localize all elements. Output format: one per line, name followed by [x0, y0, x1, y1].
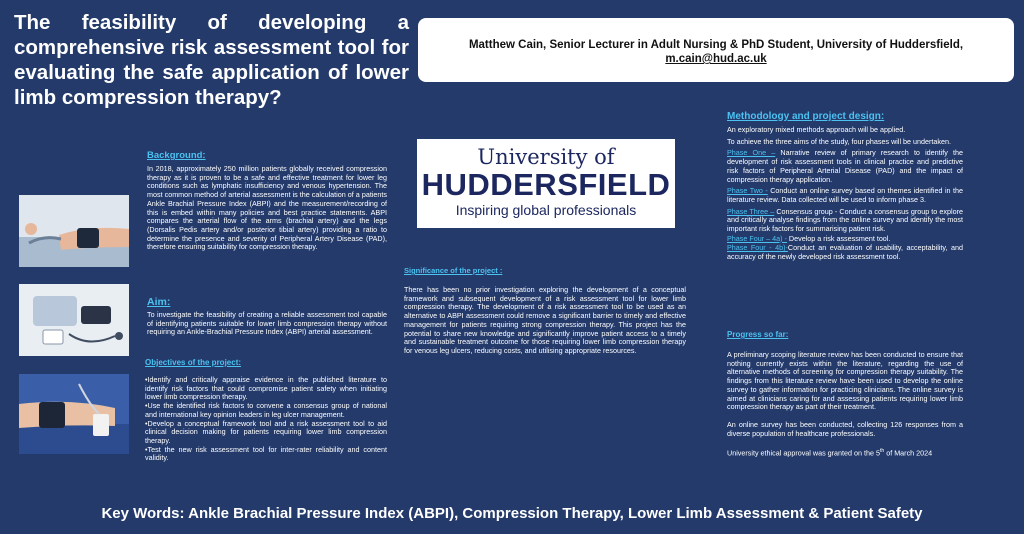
phase-four-a-text: Develop a risk assessment tool.: [786, 233, 891, 243]
methodology-intro-2: To achieve the three aims of the study, four phases will be undertaken.: [727, 136, 952, 146]
author-box: [418, 18, 1014, 82]
logo-tagline: Inspiring global professionals: [455, 202, 637, 218]
objective-item: •Use the identified risk factors to convene a consensus group of national and international key opinion leaders in leg ulcer management.: [145, 401, 387, 419]
ethics-approval-text: University ethical approval was granted on the 5: [727, 448, 881, 458]
phase-one-label: Phase One –: [727, 148, 776, 158]
phase-three: [727, 208, 963, 234]
poster-title: The feasibility of developing a comprehensive risk assessment tool for evaluating the safe application of lower limb compression therapy?: [14, 11, 409, 109]
objectives-list: [145, 376, 387, 463]
progress-text-1: A preliminary scoping literature review has been conducted to ensure that nothing currently exists within the literature, regarding the use of alternative methods of screening for compression therapy suitability. The findings from this literature review have been used to develop the online survey to gather information for practicing clinicians. The online survey is aimed at clinicians caring for and assessing patients requiring lower limb compression therapy as part of their treatment.: [727, 350, 963, 412]
phase-four-a-label: Phase Four – 4a) -: [727, 233, 787, 243]
phase-two: [727, 187, 963, 204]
logo-line-1: University of: [477, 145, 615, 169]
significance-text: There has been no prior investigation exploring the development of a conceptual framework and subsequent development of a risk assessment tool for lower limb compression therapy. The development of a risk assessment tool to be used as an alternative to ABPI assessment could remove a significant barrier to timely and effective management for patients requiring strong compression therapy. This project has the potential to share new knowledge and significantly improve patient access to a timely and sustainable treatment outcome for those requiring lower limb compression therapy for venous leg ulcers, reducing costs, and utilising appropriate resources.: [404, 285, 686, 355]
phase-one: [727, 149, 963, 184]
progress-heading: Progress so far:: [727, 330, 789, 339]
phase-two-text: Conduct an online survey based on themes identified in the literature review. Data collected will be used to inform phase 3.: [727, 186, 963, 204]
author-line: Matthew Cain, Senior Lecturer in Adult Nursing & PhD Student, University of Huddersfield,: [468, 39, 964, 51]
background-text: In 2018, approximately 250 million patients globally received compression therapy as it is proven to be a safe and effective treatment for lower leg conditions such as lymphatic insufficiency and venous hypertension. The most common method of arterial assessment is the calculation of a patients Ankle Brachial Pressure Index (ABPI) and the measurement/recording of this is embed within many policies and best practice statements. ABPI compares the arterial flow of the arms (brachial artery) and the legs (Dorsalis Pedis artery and/or posterior tibial artery) providing a ratio to determine the presence and severity of Peripheral Artery Disease (PAD), therefore ensuring suitability for compression therapy.: [147, 164, 387, 252]
background-heading: Background:: [147, 150, 206, 161]
phase-four-a: [727, 235, 963, 244]
phase-three-label: Phase Three –: [727, 206, 775, 216]
phase-two-label: Phase Two -: [727, 186, 768, 196]
author-email-link[interactable]: m.cain@hud.ac.uk: [665, 53, 767, 65]
methodology-heading: Methodology and project design:: [727, 111, 885, 122]
aim-text: To investigate the feasibility of creating a reliable assessment tool capable of identifying patients suitable for lower limb compression therapy without requiring an Ankle-Brachial Pressure Index (ABPI) arterial assessment.: [147, 310, 387, 337]
keywords-banner: Key Words: Ankle Brachial Pressure Index (ABPI), Compression Therapy, Lower Limb Assessment & Patient Safety: [101, 505, 923, 522]
phase-one-text: Narrative review of primary research to identify the development of risk assessment tools in clinical practice and predictive risk factors of Peripheral Arterial Disease (PAD) and the impact of compression therapy application.: [727, 148, 963, 184]
aim-heading: Aim:: [147, 296, 171, 308]
progress-text-2: An online survey has been conducted, collecting 126 responses from a diverse population of healthcare professionals.: [727, 419, 963, 438]
phase-four-b: [727, 244, 963, 261]
ethics-approval-date: of March 2024: [884, 448, 933, 458]
significance-heading: Significance of the project :: [404, 266, 503, 275]
objective-item: •Test the new risk assessment tool for inter-rater reliability and content validity.: [145, 444, 387, 463]
methodology-intro-1: An exploratory mixed methods approach will be applied.: [727, 125, 906, 134]
objectives-heading: Objectives of the project:: [145, 358, 242, 367]
logo-line-2: HUDDERSFIELD: [421, 167, 671, 202]
doppler-kit-photo: [19, 284, 129, 356]
ankle-cuff-photo: [19, 374, 129, 454]
university-logo: [417, 139, 675, 228]
phase-four-b-label: Phase Four - 4b)-: [727, 243, 788, 253]
objective-item: •Develop a conceptual framework tool and a risk assessment tool to aid clinical decision making for patients requiring lower limb compression therapy.: [145, 418, 387, 445]
objective-item: •Identify and critically appraise evidence in the published literature to identify risk factors that could compromise patient safety when initiating lower limb compression therapy.: [145, 375, 387, 402]
phase-four-b-text: Conduct an evaluation of usability, acceptability, and accuracy of the newly developed risk assessment tool.: [727, 243, 963, 262]
ethics-approval-ordinal: th: [880, 448, 885, 455]
phase-three-text: Consensus group - Conduct a consensus group to explore and critically analyse findings from the online survey and identify the most important risk factors for summarising patient risk.: [727, 206, 963, 234]
progress-text-3: [727, 447, 963, 458]
abpi-arm-photo: [19, 195, 129, 267]
